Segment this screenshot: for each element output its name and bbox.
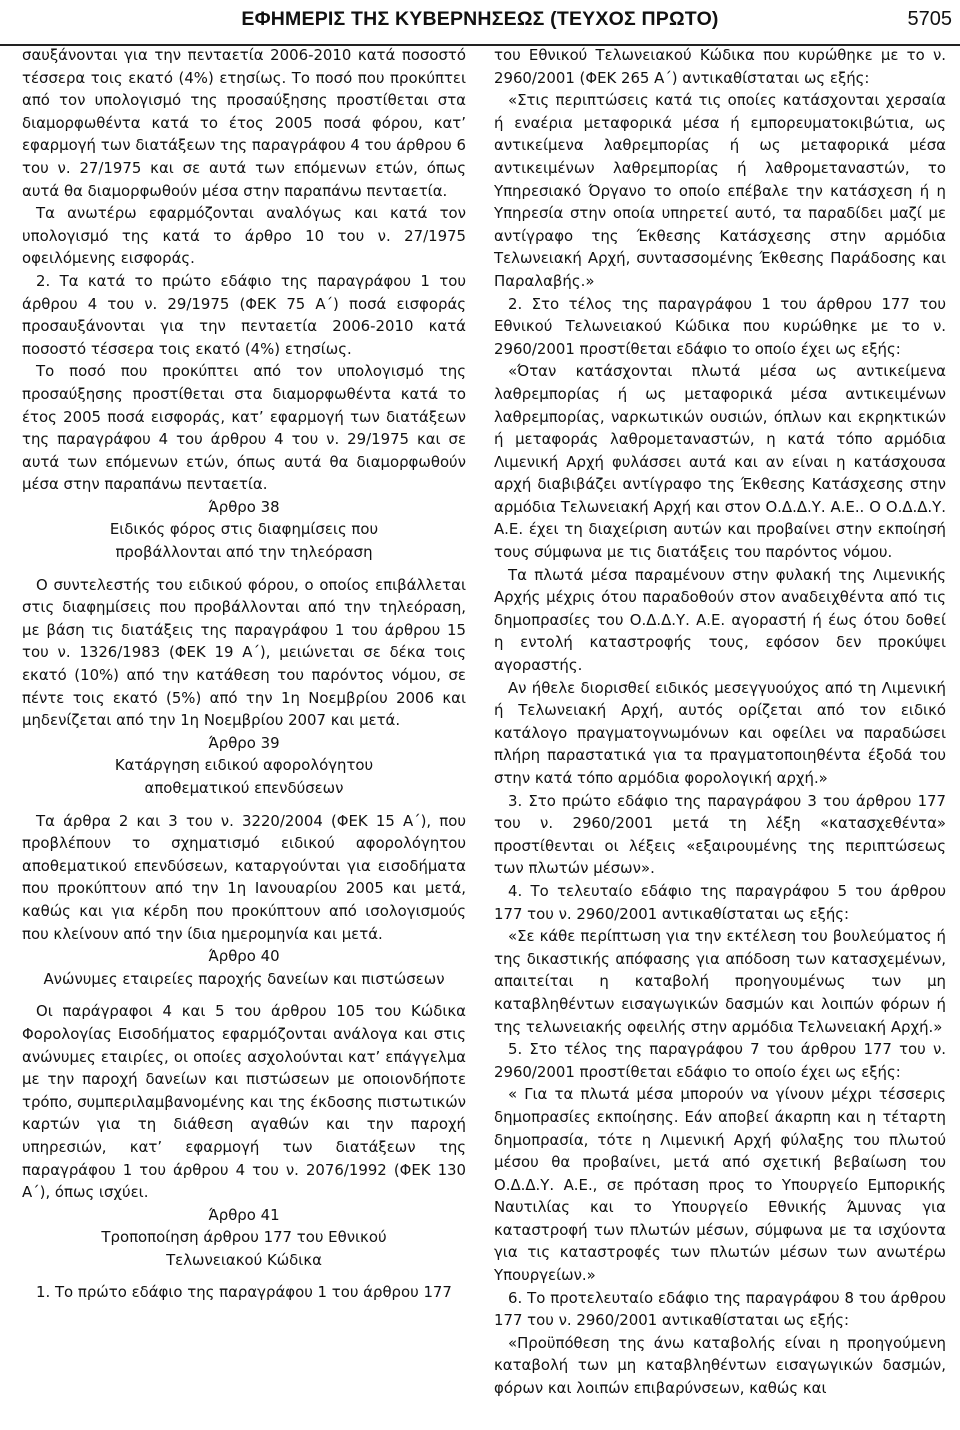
paragraph: «Στις περιπτώσεις κατά τις οποίες κατάσχονται χερσαία ή εναέρια μεταφορικά μέσα ή εμπορευματοκιβώτια, ως αντικείμενα λαθρεμπορίας ή ως μεταφορικά μέσα αντικειμένων λαθρεμπορίας ή λαθρομεταναστών, το Υπηρεσιακό Όργανο το οποίο επέβαλε την κατάσχεση ή η Υπηρεσία στην οποία υπηρετεί αυτό, τα παραδίδει μαζί με αντίγραφο της Έκθεσης Κατάσχεσης στην αρμόδια Τελωνειακή Αρχή, συντασσομένης Έκθεσης Παράδοσης και Παραλαβής.» — [494, 91, 946, 290]
page-header — [0, 0, 960, 46]
paragraph: του Εθνικού Τελωνειακού Κώδικα που κυρώθηκε με το ν. 2960/2001 (ΦΕΚ 265 Α΄) αντικαθίσταται ως εξής: — [494, 46, 946, 87]
right-column — [494, 44, 946, 1400]
paragraph: 4. Το τελευταίο εδάφιο της παραγράφου 5 του άρθρου 177 του ν. 2960/2001 αντικαθίσταται ως εξής: — [494, 881, 946, 923]
article-41-title: Τελωνειακού Κώδικα — [166, 1250, 322, 1269]
paragraph: Αν ήθελε διορισθεί ειδικός μεσεγγυούχος από τη Λιμενική ή Τελωνειακή Αρχή, αυτός ορίζεται από τον ειδικό κατάλογο πραγματογνωμόνων και οφείλει να παραδώσει πλήρη παραστατικά για τα πραγματοποιηθέντα έξοδά του στην κατά τόπο αρμόδια φορολογική αρχή.» — [494, 678, 946, 787]
article-41-text: 1. Το πρώτο εδάφιο της παραγράφου 1 του άρθρου 177 — [36, 1283, 452, 1302]
article-39-heading: Άρθρο 39 — [208, 733, 280, 752]
paragraph: «Όταν κατάσχονται πλωτά μέσα ως αντικείμενα λαθρεμπορίας ή ως μεταφορικά μέσα αντικειμένων λαθρεμπορίας, ναρκωτικών ουσιών, όπλων και εκρηκτικών ή μεταφοράς λαθρομεταναστών, η κατά τόπο αρμόδια Λιμενική Αρχή φυλάσσει αυτά και αν είναι η κατάσχουσα αρχή διαβιβάζει αντίγραφο της Έκθεσης Κατάσχεσης στην αρμόδια Τελωνειακή Αρχή και στον Ο.Δ.Δ.Υ. Α.Ε.. Ο Ο.Δ.Δ.Υ. Α.Ε. έχει τη διαχείριση αυτών και προβαίνει στην εκποίησή τους σύμφωνα με τις διατάξεις του παρόντος νόμου. — [494, 362, 946, 562]
article-38-title: προβάλλονται από την τηλεόραση — [115, 543, 373, 562]
paragraph: 3. Στο πρώτο εδάφιο της παραγράφου 3 του άρθρου 177 του ν. 2960/2001 μετά τη λέξη «κατασχεθέντα» προστίθενται οι λέξεις «εξαιρουμένης της περιπτώσεως των πλωτών μέσων». — [494, 791, 946, 878]
gazette-title: ΕΦΗΜΕΡΙΣ ΤΗΣ ΚΥΒΕΡΝΗΣΕΩΣ (ΤΕΥΧΟΣ ΠΡΩΤΟ) — [241, 8, 719, 30]
article-40-text: Οι παράγραφοι 4 και 5 του άρθρου 105 του Κώδικα Φορολογίας Εισοδήματος εφαρμόζονται ανάλογα και στις ανώνυμες εταιρίες, οι οποίες ασχολούνται κατ’ επάγγελμα με την παροχή δανείων και πιστώσεων με οποιονδήποτε τρόπο, συμπεριλαμβανομένης και της έκδοσης πιστωτικών καρτών για τη διάθεση αγαθών και την παροχή υπηρεσιών, κατ’ εφαρμογή των διατάξεων της παραγράφου 1 του άρθρου 4 του ν. 2076/1992 (ΦΕΚ 130 Α΄), όπως ισχύει. — [22, 1002, 466, 1202]
article-41-title: Τροποποίηση άρθρου 177 του Εθνικού — [101, 1228, 387, 1247]
left-column — [22, 44, 466, 1304]
paragraph: Το ποσό που προκύπτει από τον υπολογισμό της προσαύξησης προστίθεται στα διαμορφωθέντα κατά το έτος 2005 ποσά εισφοράς, κατ’ εφαρμογή των διατάξεων της παραγράφου 4 του άρθρου 4 του ν. 29/1975 και σε αυτά των επόμενων ετών, όπως αυτά θα διαμορφωθούν μέσα στην παραπάνω πενταετία. — [22, 362, 466, 494]
article-39-text: Τα άρθρα 2 και 3 του ν. 3220/2004 (ΦΕΚ 15 Α΄), που προβλέπουν το σχηματισμό ειδικού αφορολόγητου αποθεματικού επενδύσεων, καταργούνται για εισοδήματα που προκύπτουν από την 1η Ιανουαρίου 2005 και μετά, καθώς και για κέρδη που προκύπτουν από ισολογισμούς που κλείνουν από την ίδια ημερομηνία και μετά. — [22, 811, 466, 943]
paragraph: 5. Στο τέλος της παραγράφου 7 του άρθρου 177 του ν. 2960/2001 προστίθεται εδάφιο το οποίο έχει ως εξής: — [494, 1040, 946, 1081]
article-39-title: αποθεματικού επενδύσεων — [144, 779, 344, 797]
paragraph: «Σε κάθε περίπτωση για την εκτέλεση του βουλεύματος ή της δικαστικής απόφασης για απόδοση των κατασχεμένων, απαιτείται η καταβολή προηγουμένως των μη καταβληθέντων εισαγωγικών δασμών και λοιπών φόρων ή της τελωνειακής οφειλής στην αρμόδια Τελωνειακή Αρχή.» — [494, 927, 946, 1036]
paragraph: Τα ανωτέρω εφαρμόζονται αναλόγως και κατά τον υπολογισμό της κατά το άρθρο 10 του ν. 27/1975 οφειλόμενης εισφοράς. — [22, 204, 466, 268]
article-38-text: Ο συντελεστής του ειδικού φόρου, ο οποίος επιβάλλεται στις διαφημίσεις που προβάλλονται από την τηλεόραση, με βάση τις διατάξεις της παραγράφου 1 του άρθρου 15 του ν. 1326/1983 (ΦΕΚ 19 Α΄), μειώνεται σε δέκα τοις εκατό (10%) από την κατάθεση του παρόντος νόμου, σε πέντε τοις εκατό (5%) από την 1η Νοεμβρίου 2006 και μηδενίζεται από την 1η Νοεμβρίου 2007 και μετά. — [22, 575, 466, 730]
paragraph: «Προϋπόθεση της άνω καταβολής είναι η προηγούμενη καταβολή των μη καταβληθέντων εισαγωγικών δασμών, φόρων και λοιπών επιβαρύνσεων, καθώς και — [494, 1333, 946, 1398]
paragraph: « Για τα πλωτά μέσα μπορούν να γίνουν μέχρι τέσσερις δημοπρασίες εκποίησης. Εάν αποβεί άκαρπη και η τέταρτη δημοπρασία, τότε η Λιμενική Αρχή φύλαξης του πλωτού μέσου θα προβαίνει, μετά από σχετική βεβαίωση του Ο.Δ.Δ.Υ. Α.Ε., σε πρόταση προς το Υπουργείο Εμπορικής Ναυτιλίας και το Υπουργείο Εθνικής Άμυνας για καταστροφή των πλωτών μέσων, σύμφωνα με τα ισχύοντα για τις καταστροφές των πλωτών μέσων των ανωτέρω Υπουργείων.» — [494, 1085, 946, 1285]
paragraph: Τα πλωτά μέσα παραμένουν στην φυλακή της Λιμενικής Αρχής μέχρις ότου παραδοθούν στον αναδειχθέντα από τις δημοπρασίες του Ο.Δ.Δ.Υ. Α.Ε. αγοραστή ή έως ότου δοθεί η εντολή καταστροφής τους, εφόσον δεν προκύψει αγοραστής. — [494, 565, 946, 675]
article-41-heading: Άρθρο 41 — [208, 1205, 280, 1224]
paragraph: 2. Στο τέλος της παραγράφου 1 του άρθρου 177 του Εθνικού Τελωνειακού Κώδικα που κυρώθηκε με το ν. 2960/2001 προστίθεται εδάφιο το οποίο έχει ως εξής: — [494, 294, 946, 358]
paragraph: σαυξάνονται για την πενταετία 2006-2010 κατά ποσοστό τέσσερα τοις εκατό (4%) ετησίως. Το ποσό που προκύπτει από τον υπολογισμό της προσαύξησης προστίθεται στα διαμορφωθέντα κατά το έτος 2005 ποσά φόρου, κατ’ εφαρμογή των διατάξεων της παραγράφου 4 του άρθρου 6 του ν. 27/1975 και σε αυτά των επόμενων ετών, όπως αυτά θα διαμορφωθούν μέσα στην παραπάνω πενταετία. — [22, 46, 466, 200]
article-40-title: Ανώνυμες εταιρείες παροχής δανείων και πιστώσεων — [43, 969, 445, 988]
article-38-title: Ειδικός φόρος στις διαφημίσεις που — [109, 520, 379, 539]
page-number: 5705 — [907, 8, 952, 30]
article-39-title: Κατάργηση ειδικού αφορολόγητου — [114, 756, 374, 775]
paragraph: 2. Τα κατά το πρώτο εδάφιο της παραγράφου 1 του άρθρου 4 του ν. 29/1975 (ΦΕΚ 75 Α΄) ποσά εισφοράς προσαυξάνονται για την πενταετία 2006-2010 κατά ποσοστό τέσσερα τοις εκατό (4%) ετησίως. — [22, 271, 466, 358]
article-40-heading: Άρθρο 40 — [208, 947, 280, 966]
paragraph: 6. Το προτελευταίο εδάφιο της παραγράφου 8 του άρθρου 177 του ν. 2960/2001 αντικαθίσταται ως εξής: — [494, 1288, 946, 1330]
article-38-heading: Άρθρο 38 — [208, 497, 280, 516]
